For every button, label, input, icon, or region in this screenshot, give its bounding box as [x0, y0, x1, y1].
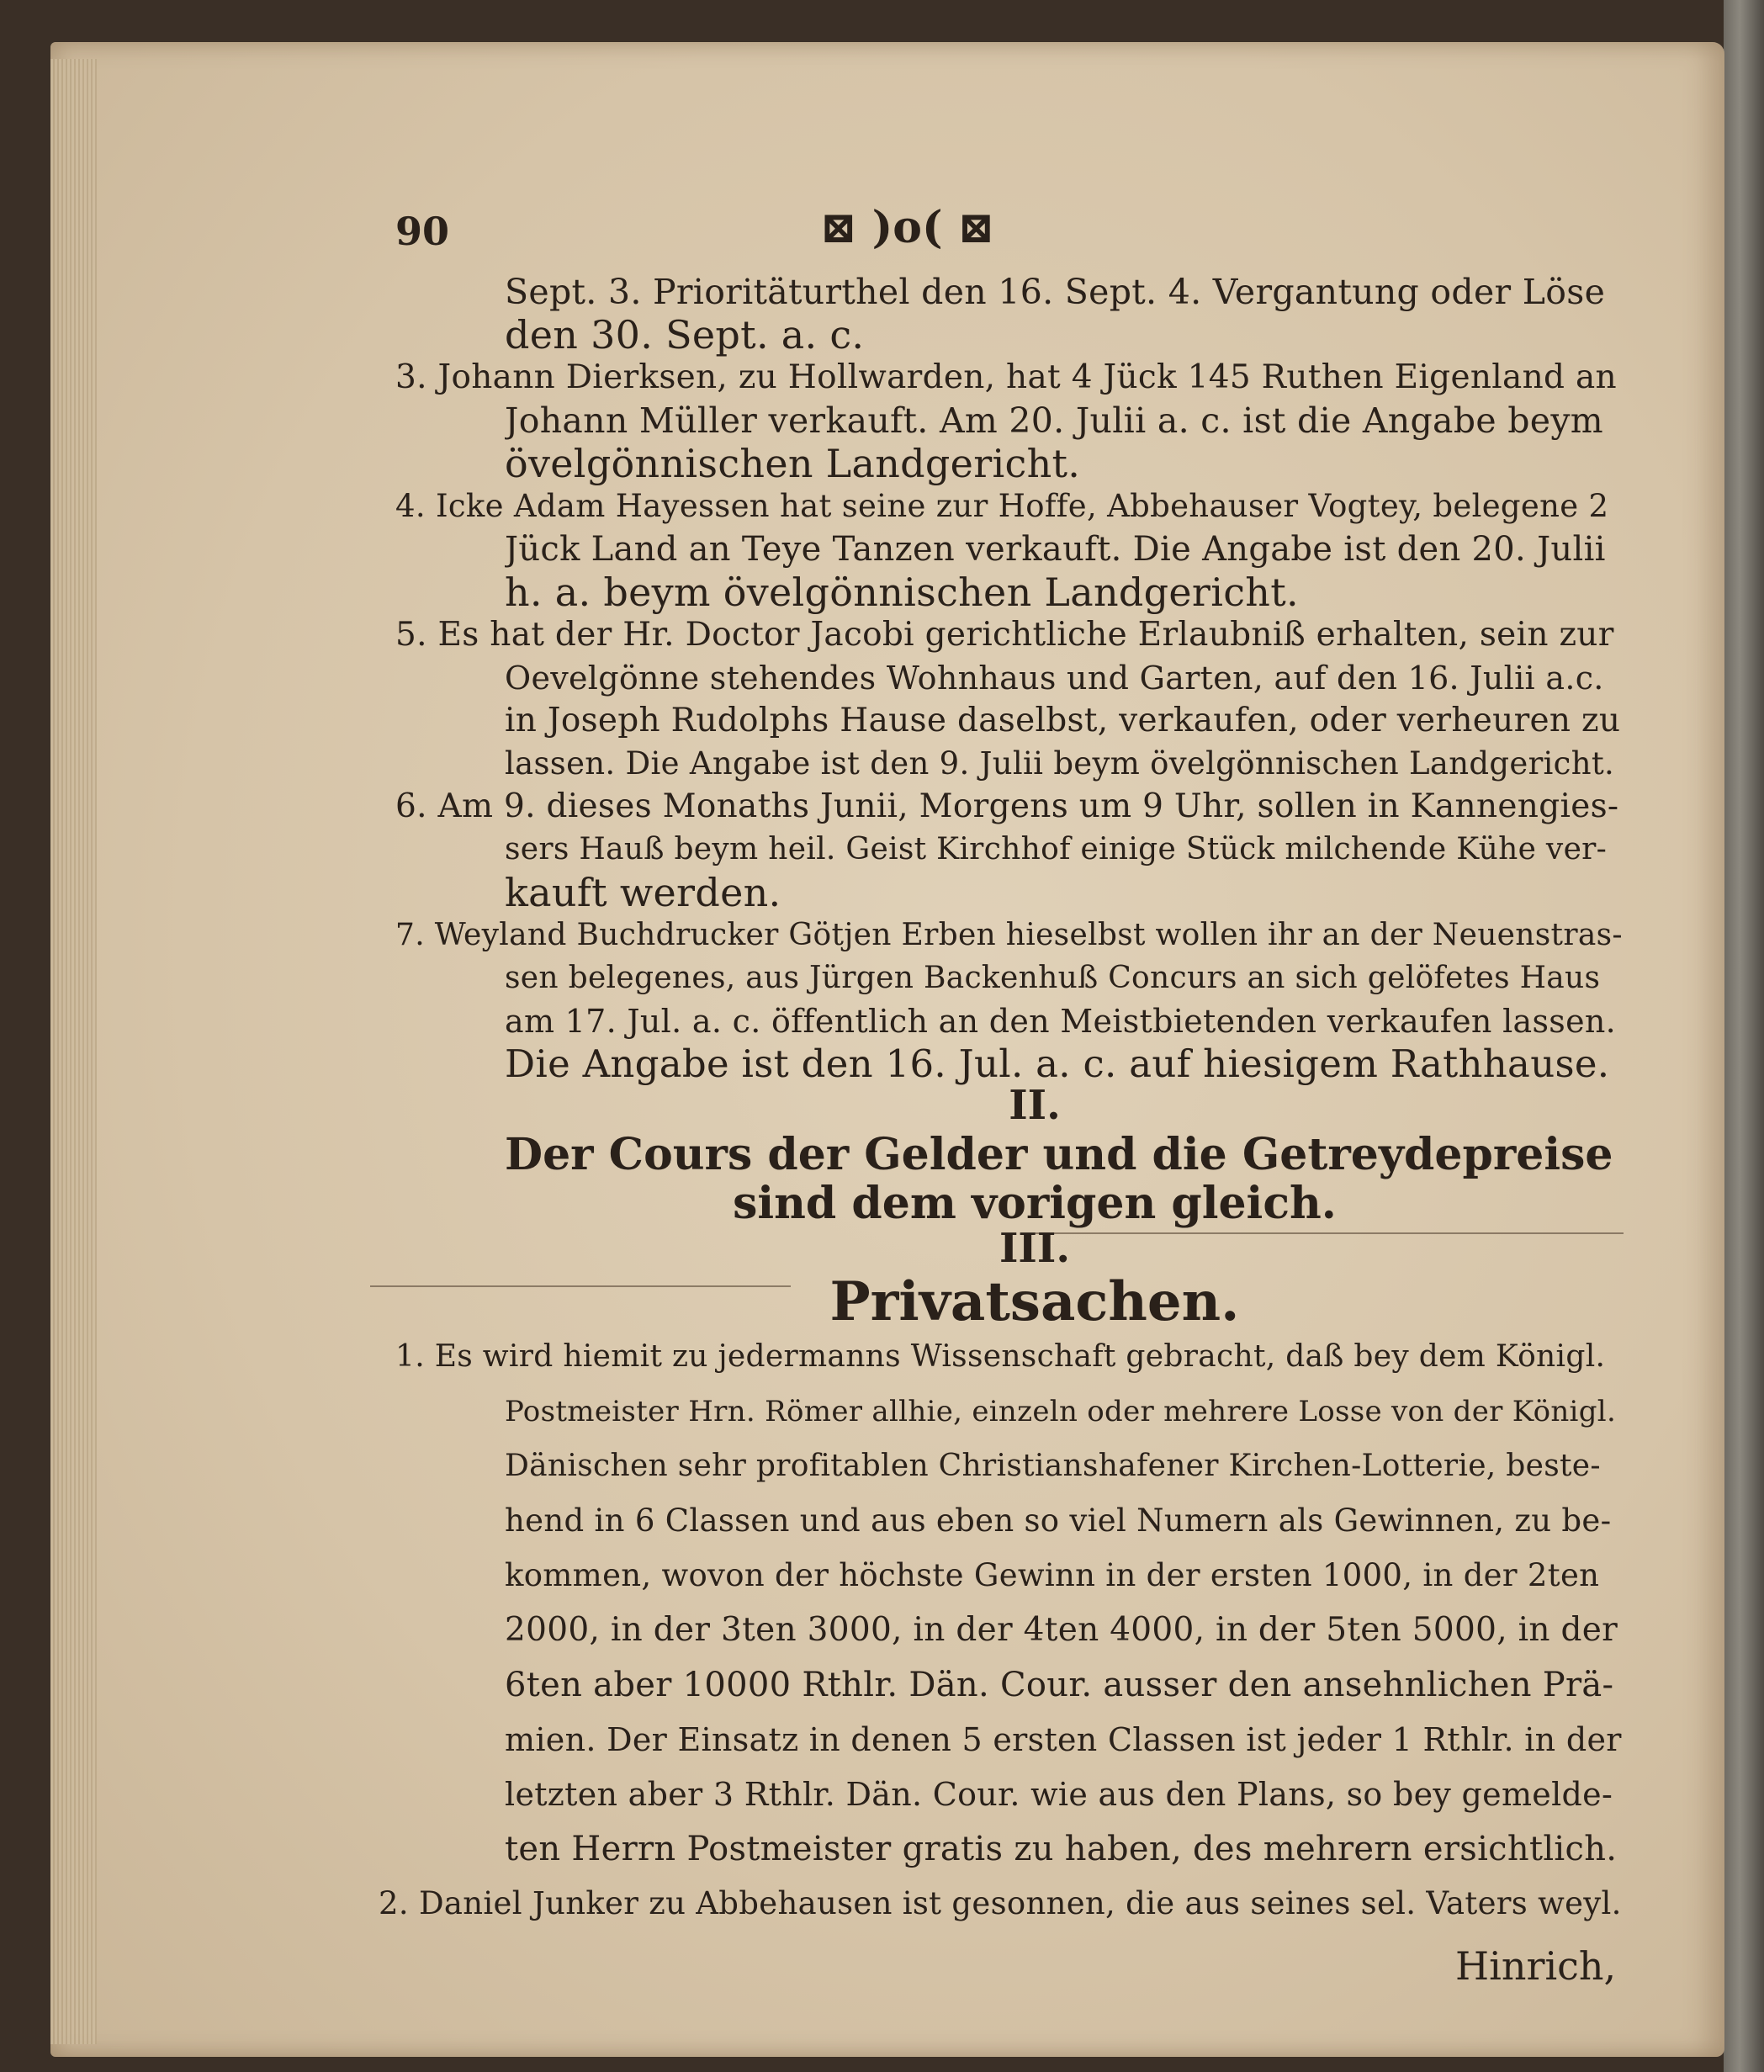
section-1-line: lassen. Die Angabe ist den 9. Julii beym övelgönnischen Landgericht.: [505, 745, 1615, 782]
section-3-line: 1. Es wird hiemit zu jedermanns Wissenschaft gebracht, daß bey dem Königl.: [395, 1339, 1606, 1374]
section-1-line: Johann Müller verkauft. Am 20. Julii a. c. ist die Angabe beym: [505, 400, 1603, 441]
section-2-numeral: II.: [1009, 1082, 1061, 1129]
section-1-line: 3. Johann Dierksen, zu Hollwarden, hat 4 Jück 145 Ruthen Eigenland an: [395, 358, 1617, 396]
section-3-line: Dänischen sehr profitablen Christianshafener Kirchen-Lotterie, beste-: [505, 1449, 1601, 1483]
section-3-line: letzten aber 3 Rthlr. Dän. Cour. wie aus den Plans, so bey gemelde-: [505, 1776, 1613, 1813]
section-1-line: övelgönnischen Landgericht.: [505, 441, 1081, 486]
section-1-line: 7. Weyland Buchdrucker Götjen Erben hieselbst wollen ihr an der Neuenstras-: [395, 918, 1623, 952]
section-1-line: Oevelgönne stehendes Wohnhaus und Garten, auf den 16. Julii a.c.: [505, 660, 1604, 697]
catchword: Hinrich,: [1455, 1943, 1617, 1989]
section-3-line: Postmeister Hrn. Römer allhie, einzeln oder mehrere Losse von der Königl.: [505, 1395, 1617, 1428]
section-1-line: am 17. Jul. a. c. öffentlich an den Meistbietenden verkaufen lassen.: [505, 1003, 1617, 1040]
header-ornament: ⊠ )o( ⊠: [820, 202, 995, 253]
section-1-line: kauft werden.: [505, 870, 781, 915]
section-3-line: hend in 6 Classen und aus eben so viel Numern als Gewinnen, zu be-: [505, 1502, 1612, 1539]
section-3-line: kommen, wovon der höchste Gewinn in der ersten 1000, in der 2ten: [505, 1557, 1600, 1593]
section-3-line: mien. Der Einsatz in denen 5 ersten Classen ist jeder 1 Rthlr. in der: [505, 1721, 1622, 1758]
section-1-line: den 30. Sept. a. c.: [505, 312, 865, 358]
section-1-line: h. a. beym övelgönnischen Landgericht.: [505, 570, 1299, 615]
section-1-line: 4. Icke Adam Hayessen hat seine zur Hoffe, Abbehauser Vogtey, belegene 2: [395, 488, 1609, 524]
section-1-line: sers Hauß beym heil. Geist Kirchhof einige Stück milchende Kühe ver-: [505, 832, 1608, 866]
section-1-line: sen belegenes, aus Jürgen Backenhuß Concurs an sich gelöfetes Haus: [505, 961, 1601, 995]
section-2-heading-line-2: sind dem vorigen gleich.: [733, 1178, 1337, 1229]
section-1-line: Sept. 3. Prioritäturthel den 16. Sept. 4. Vergantung oder Löse: [505, 272, 1606, 312]
section-1-line: in Joseph Rudolphs Hause daselbst, verkaufen, oder verheuren zu: [505, 702, 1621, 739]
section-1-line: 5. Es hat der Hr. Doctor Jacobi gerichtliche Erlaubniß erhalten, sein zur: [395, 616, 1614, 654]
section-3-numeral: III.: [999, 1225, 1071, 1272]
section-3-line: ten Herrn Postmeister gratis zu haben, des mehrern ersichtlich.: [505, 1830, 1618, 1868]
section-1-line: Jück Land an Teye Tanzen verkauft. Die Angabe ist den 20. Julii: [505, 530, 1606, 569]
section-2-heading-line-1: Der Cours der Gelder und die Getreydepreise: [505, 1129, 1613, 1180]
section-3-line: 2000, in der 3ten 3000, in der 4ten 4000, in der 5ten 5000, in der: [505, 1611, 1618, 1649]
section-3-heading: Privatsachen.: [829, 1270, 1240, 1333]
section-1-line: 6. Am 9. dieses Monaths Junii, Morgens um 9 Uhr, sollen in Kannengies-: [395, 787, 1619, 825]
page-edges: [50, 59, 97, 2044]
book-spine: [1724, 0, 1764, 2072]
page-number: 90: [395, 209, 450, 254]
section-3-line: 2. Daniel Junker zu Abbehausen ist gesonnen, die aus seines sel. Vaters weyl.: [379, 1885, 1622, 1921]
section-1-line: Die Angabe ist den 16. Jul. a. c. auf hiesigem Rathhause.: [505, 1041, 1610, 1086]
section-divider-left: [370, 1285, 791, 1287]
section-3-line: 6ten aber 10000 Rthlr. Dän. Cour. ausser den ansehnlichen Prä-: [505, 1666, 1614, 1704]
